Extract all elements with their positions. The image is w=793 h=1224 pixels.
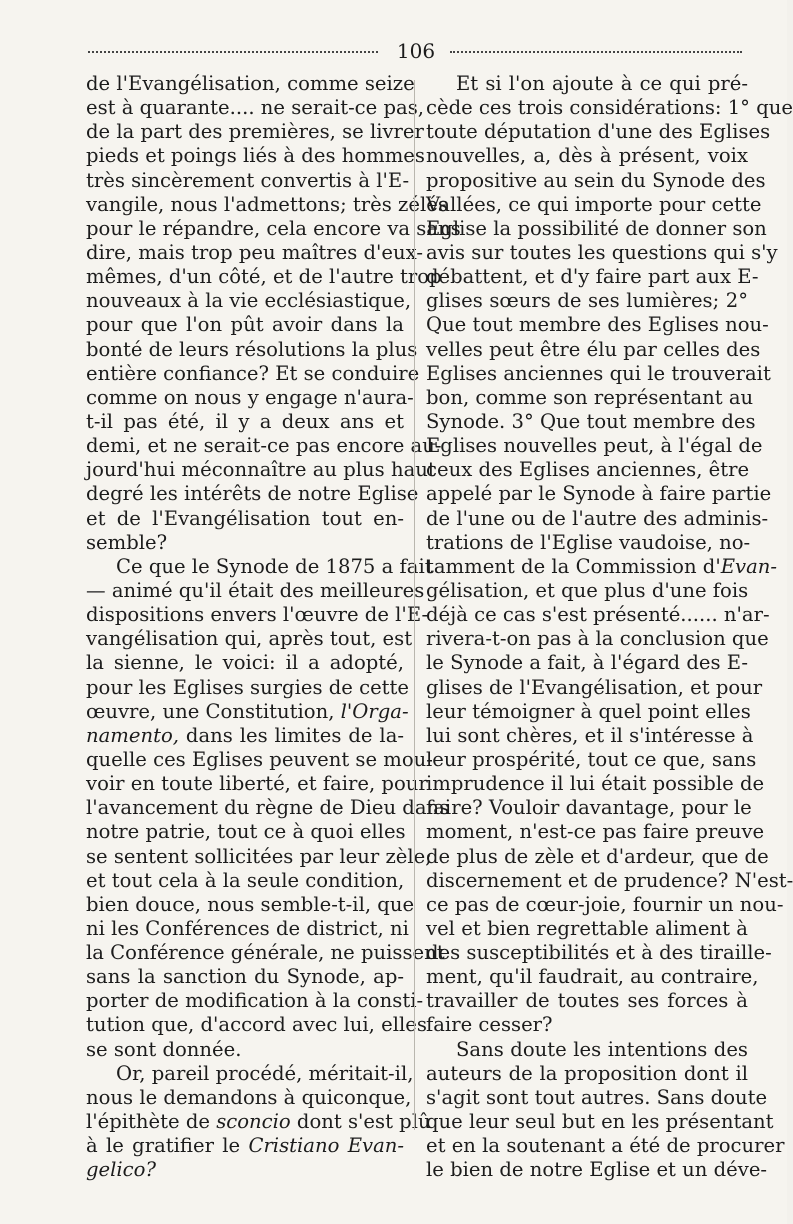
text-line: se sont donnée. <box>86 1037 242 1061</box>
text-line: leur témoigner à quel point elles <box>426 699 751 723</box>
text-line: bonté de leurs résolutions la plus <box>86 337 418 361</box>
text-line: Vallées, ce qui importe pour cette <box>426 192 762 216</box>
left-column <box>86 72 461 1182</box>
text-line: dire, mais trop peu maîtres d'eux- <box>86 240 423 264</box>
text-line: l'épithète de sconcio dont s'est plû <box>86 1110 431 1134</box>
text-line: vangile, nous l'admettons; très zélés <box>86 192 448 216</box>
text-line: jourd'hui méconnaître au plus haut <box>86 458 436 482</box>
text-line: ni les Conférences de district, ni <box>86 916 409 940</box>
text-line: trations de l'Eglise vaudoise, no- <box>426 530 751 554</box>
text-line: lui sont chères, et il s'intéresse à <box>426 723 754 747</box>
text-line: faire? Vouloir davantage, pour le <box>426 796 752 820</box>
text-line: ment, qu'il faudrait, au contraire, <box>426 965 759 989</box>
text-line: pour les Eglises surgies de cette <box>86 675 410 699</box>
text-line: la sienne, le voici: il a adopté, <box>86 651 404 675</box>
text-line: mêmes, d'un côté, et de l'autre trop <box>86 265 442 289</box>
text-line: tamment de la Commission d'Evan- <box>426 554 778 578</box>
header-rule-right <box>450 51 742 53</box>
text-line: glises de l'Evangélisation, et pour <box>426 675 763 699</box>
text-line: le bien de notre Eglise et un déve- <box>426 1158 768 1182</box>
text-line: degré les intérêts de notre Eglise <box>86 482 419 506</box>
text-line: de l'Evangélisation, comme seize <box>86 72 415 95</box>
page-header <box>88 38 742 64</box>
column-divider <box>414 80 415 1130</box>
text-line: imprudence il lui était possible de <box>426 772 765 796</box>
text-line: et en la soutenant a été de procurer <box>426 1134 785 1158</box>
text-line: Or, pareil procédé, méritait-il, <box>116 1061 414 1085</box>
text-line: vangélisation qui, après tout, est <box>86 627 413 651</box>
text-line: de plus de zèle et d'ardeur, que de <box>426 844 769 868</box>
text-line: comme on nous y engage n'aura- <box>86 385 414 409</box>
text-line: dispositions envers l'œuvre de l'E- <box>86 603 429 627</box>
text-line: est à quarante.... ne serait-ce pas, <box>86 96 424 120</box>
text-line: nouvelles, a, dès à présent, voix <box>426 144 748 168</box>
text-line: propositive au sein du Synode des <box>426 168 766 192</box>
text-line: tution que, d'accord avec lui, elles <box>86 1013 427 1037</box>
text-line: de la part des premières, se livrer <box>86 120 424 144</box>
text-line: demi, et ne serait-ce pas encore au- <box>86 434 442 458</box>
text-line: ceux des Eglises anciennes, être <box>426 458 750 482</box>
text-line: que leur seul but en les présentant <box>426 1110 774 1134</box>
text-line: voir en toute liberté, et faire, pour <box>86 772 428 796</box>
text-line: le Synode a fait, à l'égard des E- <box>426 651 749 675</box>
text-line: velles peut être élu par celles des <box>426 337 761 361</box>
text-line: nouveaux à la vie ecclésiastique, <box>86 289 412 313</box>
text-line: porter de modification à la consti- <box>86 989 424 1013</box>
text-line: gelico? <box>86 1158 156 1182</box>
text-line: leur prospérité, tout ce que, sans <box>426 747 757 771</box>
text-line: et de l'Evangélisation tout en- <box>86 506 404 530</box>
text-line: s'agit sont tout autres. Sans doute <box>426 1085 768 1109</box>
text-line: ce pas de cœur-joie, fournir un nou- <box>426 892 784 916</box>
text-line: très sincèrement convertis à l'E- <box>86 168 410 192</box>
text-line: Eglise la possibilité de donner son <box>426 216 767 240</box>
text-line: Que tout membre des Eglises nou- <box>426 313 769 337</box>
text-line: vel et bien regrettable aliment à <box>426 916 748 940</box>
text-line: œuvre, une Constitution, l'Orga- <box>86 699 409 723</box>
text-line: Sans doute les intentions des <box>456 1037 748 1061</box>
text-line: bien douce, nous semble-t-il, que <box>86 892 415 916</box>
text-line: quelle ces Eglises peuvent se mou- <box>86 747 433 771</box>
text-line: semble? <box>86 530 168 554</box>
text-line: des susceptibilités et à des tiraille- <box>426 941 772 965</box>
text-line: Et si l'on ajoute à ce qui pré- <box>456 72 748 95</box>
text-line: namento, dans les limites de la- <box>86 723 404 747</box>
text-line: rivera-t-on pas à la conclusion que <box>426 627 769 651</box>
text-line: gélisation, et que plus d'une fois <box>426 578 749 602</box>
text-line: Eglises anciennes qui le trouverait <box>426 361 771 385</box>
text-line: avis sur toutes les questions qui s'y <box>426 240 778 264</box>
text-line: se sentent sollicitées par leur zèle; <box>86 844 432 868</box>
text-line: pour que l'on pût avoir dans la <box>86 313 404 337</box>
text-line: la Conférence générale, ne puissent <box>86 941 445 965</box>
text-line: pour le répandre, cela encore va sans <box>86 216 461 240</box>
text-line: t-il pas été, il y a deux ans et <box>86 409 404 433</box>
page-number: 106 <box>388 38 444 64</box>
text-line: déjà ce cas s'est présenté...... n'ar- <box>426 603 770 627</box>
text-line: nous le demandons à quiconque, <box>86 1085 412 1109</box>
text-line: Eglises nouvelles peut, à l'égal de <box>426 434 763 458</box>
text-line: notre patrie, tout ce à quoi elles <box>86 820 406 844</box>
text-line: travailler de toutes ses forces à <box>426 989 748 1013</box>
text-line: Synode. 3° Que tout membre des <box>426 409 756 433</box>
text-line: toute députation d'une des Eglises <box>426 120 771 144</box>
header-rule-left <box>88 51 378 53</box>
text-line: Ce que le Synode de 1875 a fait <box>116 554 433 578</box>
text-line: bon, comme son représentant au <box>426 385 754 409</box>
text-line: sans la sanction du Synode, ap- <box>86 965 404 989</box>
right-column <box>426 72 793 1182</box>
text-line: à le gratifier le Cristiano Evan- <box>86 1134 404 1158</box>
text-line: de l'une ou de l'autre des adminis- <box>426 506 769 530</box>
text-line: entière confiance? Et se conduire <box>86 361 420 385</box>
text-line: l'avancement du règne de Dieu dans <box>86 796 450 820</box>
text-line: cède ces trois considérations: 1° que <box>426 96 793 120</box>
text-line: faire cesser? <box>426 1013 553 1037</box>
text-line: appelé par le Synode à faire partie <box>426 482 772 506</box>
text-line: — animé qu'il était des meilleures <box>86 578 425 602</box>
text-line: pieds et poings liés à des hommes <box>86 144 425 168</box>
text-line: discernement et de prudence? N'est- <box>426 868 793 892</box>
text-line: moment, n'est-ce pas faire preuve <box>426 820 765 844</box>
text-line: et tout cela à la seule condition, <box>86 868 405 892</box>
text-line: glises sœurs de ses lumières; 2° <box>426 289 748 313</box>
text-line: auteurs de la proposition dont il <box>426 1061 748 1085</box>
text-line: débattent, et d'y faire part aux E- <box>426 265 759 289</box>
